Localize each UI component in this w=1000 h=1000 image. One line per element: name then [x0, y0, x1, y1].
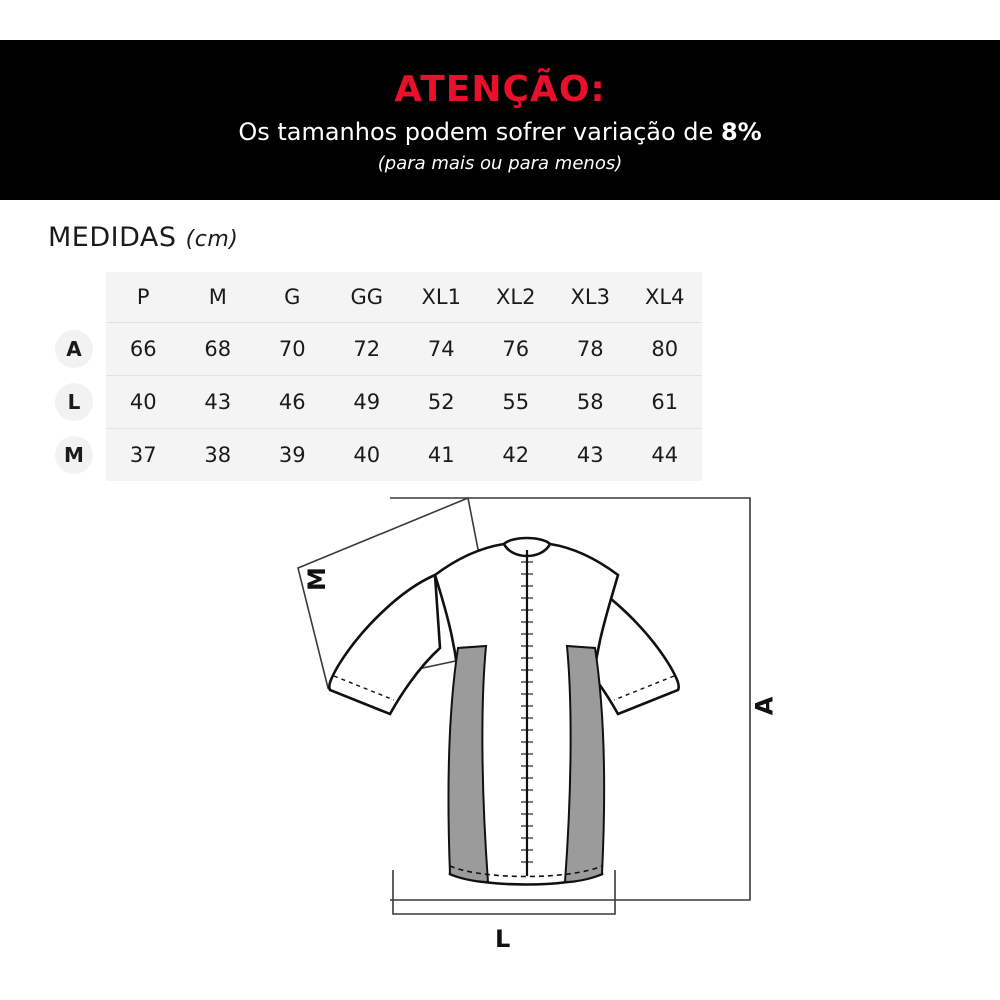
size-table-wrap	[42, 272, 702, 481]
column-header-p: P	[106, 272, 181, 322]
left-side-panel	[448, 646, 488, 882]
cell-a-m: 68	[181, 323, 256, 375]
jersey-diagram	[250, 470, 850, 990]
row-label-l	[42, 376, 106, 428]
cell-a-g: 70	[255, 323, 330, 375]
cell-m-p: 37	[106, 429, 181, 481]
width-measure-label: L	[495, 925, 511, 953]
table-row	[42, 376, 702, 428]
measures-unit: (cm)	[185, 227, 239, 252]
cell-l-g: 46	[255, 376, 330, 428]
cell-l-p: 40	[106, 376, 181, 428]
table-row	[42, 323, 702, 375]
row-chip-l: L	[55, 383, 93, 421]
banner-title: ATENÇÃO:	[394, 69, 606, 111]
row-label-m	[42, 429, 106, 481]
cell-m-xl4: 44	[628, 429, 703, 481]
table-header-row	[42, 272, 702, 322]
banner-note: (para mais ou para menos)	[377, 152, 623, 174]
cell-a-xl4: 80	[628, 323, 703, 375]
cell-l-xl4: 61	[628, 376, 703, 428]
cell-l-m: 43	[181, 376, 256, 428]
row-label-a	[42, 323, 106, 375]
cell-l-gg: 49	[330, 376, 405, 428]
column-header-g: G	[255, 272, 330, 322]
table-corner-cell	[42, 272, 106, 322]
cell-m-g: 39	[255, 429, 330, 481]
row-chip-a: A	[55, 330, 93, 368]
cell-l-xl3: 58	[553, 376, 628, 428]
cell-a-p: 66	[106, 323, 181, 375]
cell-a-xl3: 78	[553, 323, 628, 375]
column-header-m: M	[181, 272, 256, 322]
cell-a-gg: 72	[330, 323, 405, 375]
right-side-panel	[565, 646, 604, 882]
banner-variation-percent: 8%	[720, 117, 762, 146]
jersey-illustration-svg	[250, 470, 850, 990]
banner-subtitle	[238, 118, 761, 147]
measures-heading-label: MEDIDAS	[48, 222, 177, 253]
measures-heading	[48, 222, 238, 253]
cell-m-gg: 40	[330, 429, 405, 481]
cell-m-xl1: 41	[404, 429, 479, 481]
cell-m-xl2: 42	[479, 429, 554, 481]
column-header-xl4: XL4	[628, 272, 703, 322]
cell-l-xl2: 55	[479, 376, 554, 428]
size-table	[42, 272, 702, 481]
row-chip-m: M	[55, 436, 93, 474]
height-measure-label: A	[750, 696, 779, 716]
cell-a-xl2: 76	[479, 323, 554, 375]
left-sleeve	[329, 575, 440, 714]
column-header-xl2: XL2	[479, 272, 554, 322]
cell-l-xl1: 52	[404, 376, 479, 428]
column-header-xl1: XL1	[404, 272, 479, 322]
cell-m-m: 38	[181, 429, 256, 481]
attention-banner	[0, 40, 1000, 200]
banner-subtitle-text: Os tamanhos podem sofrer variação de	[238, 117, 721, 146]
cell-m-xl3: 43	[553, 429, 628, 481]
column-header-xl3: XL3	[553, 272, 628, 322]
column-header-gg: GG	[330, 272, 405, 322]
sleeve-measure-label: M	[302, 567, 331, 591]
cell-a-xl1: 74	[404, 323, 479, 375]
jersey-shape	[329, 538, 678, 885]
